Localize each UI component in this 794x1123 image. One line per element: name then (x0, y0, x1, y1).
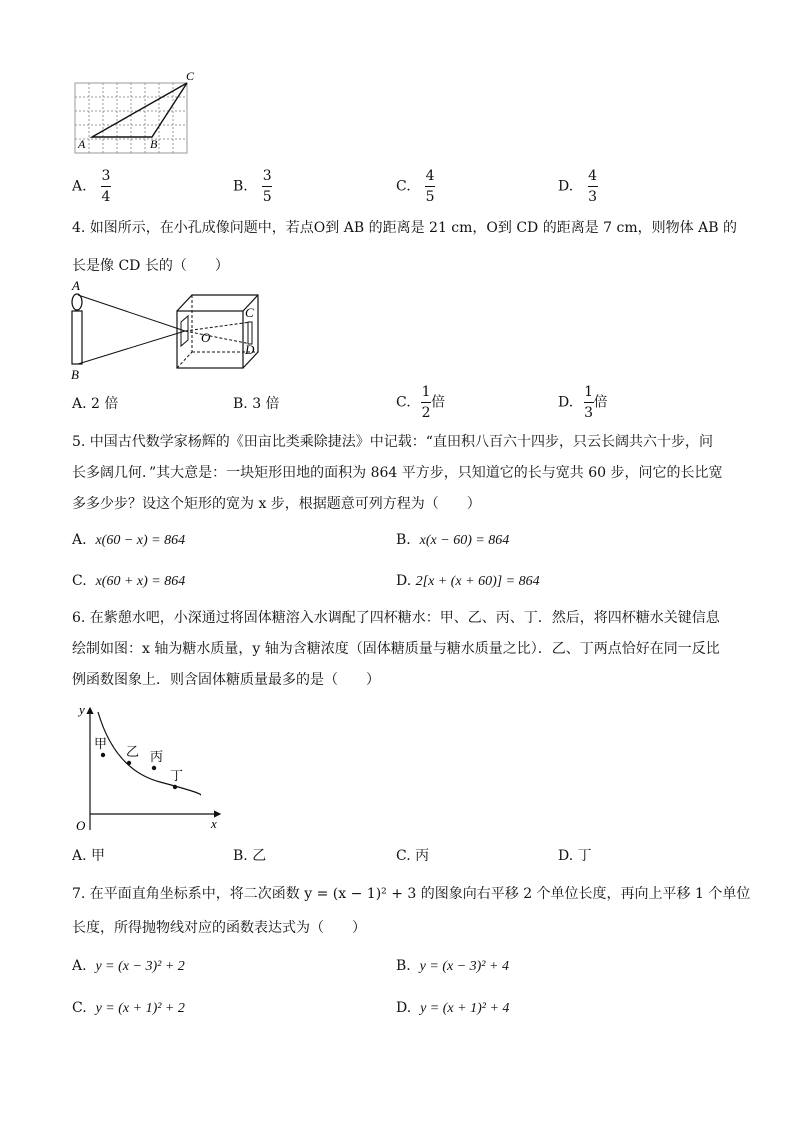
q7-option-c[interactable]: C. y = (x + 1)² + 2 (72, 1000, 185, 1016)
q6-stem-line2: 绘制如图：x 轴为糖水质量，y 轴为含糖浓度（固体糖质量与糖水质量之比）．乙、丁两点恰好在同一反比 (72, 641, 720, 657)
fraction: $\frac{3}{4}$ (101, 168, 111, 205)
q7-option-a[interactable]: A. y = (x − 3)² + 2 (72, 958, 185, 974)
q4-option-b[interactable]: B. 3 倍 (233, 396, 280, 412)
fraction: $\frac{1}{3}$ (584, 384, 594, 421)
q6-inverse-function-graph (70, 700, 230, 838)
label-a: A (78, 137, 86, 151)
q5-stem-line1: 5. 中国古代数学家杨辉的《田亩比类乘除捷法》中记载：“直田积八百六十四步，只云长阔共六十步，问 (72, 434, 713, 450)
q5-option-d[interactable]: D. 2[x + (x + 60)] = 864 (396, 573, 540, 589)
q7-option-d[interactable]: D. y = (x + 1)² + 4 (396, 1000, 510, 1016)
q7-option-b[interactable]: B. y = (x − 3)² + 4 (396, 958, 509, 974)
label-c: C (186, 69, 195, 83)
q5-option-a[interactable]: A. x(60 − x) = 864 (72, 532, 186, 548)
q4-pinhole-figure (68, 278, 268, 382)
origin-label: O (76, 818, 86, 833)
label-bing: 丙 (150, 749, 164, 764)
q4-option-c[interactable]: C. $\frac{1}{2}$ 倍 (396, 384, 446, 421)
point-yi (127, 761, 131, 765)
q3-option-b[interactable]: B. $\frac{3}{5}$ (233, 168, 272, 205)
q6-stem-line3: 例函数图象上．则含固体糖质量最多的是（ ） (72, 672, 380, 688)
label-b: B (71, 367, 79, 382)
q7-stem-line1: 7. 在平面直角坐标系中，将二次函数 y = (x − 1)² + 3 的图象向右平移 2 个单位长度，再向上平移 1 个单位 (72, 886, 751, 902)
label-b: B (150, 137, 158, 151)
q3-option-a[interactable]: A. $\frac{3}{4}$ (72, 168, 111, 205)
q5-stem-line3: 多多少步？设这个矩形的宽为 x 步，根据题意可列方程为（ ） (72, 496, 481, 512)
point-jia (101, 753, 105, 757)
q5-option-b[interactable]: B. x(x − 60) = 864 (396, 532, 510, 548)
q4-stem-line1: 4. 如图所示，在小孔成像问题中，若点O到 AB 的距离是 21 cm，O到 CD 的距离是 7 cm，则物体 AB 的 (72, 220, 737, 236)
y-axis-label: y (79, 702, 85, 717)
fraction: $\frac{4}{5}$ (425, 168, 435, 205)
q4-option-a[interactable]: A. 2 倍 (72, 396, 119, 412)
x-axis-label: x (211, 816, 217, 831)
label-c: C (245, 305, 254, 320)
q3-option-d[interactable]: D. $\frac{4}{3}$ (558, 168, 598, 205)
q3-grid-triangle-figure (70, 68, 200, 160)
point-ding (173, 785, 177, 789)
q6-option-d[interactable]: D. 丁 (558, 848, 592, 864)
q3-option-c[interactable]: C. $\frac{4}{5}$ (396, 168, 435, 205)
fraction: $\frac{4}{3}$ (588, 168, 598, 205)
point-bing (152, 766, 156, 770)
q5-option-c[interactable]: C. x(60 + x) = 864 (72, 573, 186, 589)
label-d: D (245, 342, 255, 357)
label-a: A (72, 278, 80, 293)
q7-stem-line2: 长度，所得抛物线对应的函数表达式为（ ） (72, 920, 366, 936)
q6-option-c[interactable]: C. 丙 (396, 848, 430, 864)
q6-option-b[interactable]: B. 乙 (233, 848, 267, 864)
q5-stem-line2: 长多阔几何．”其大意是：一块矩形田地的面积为 864 平方步，只知道它的长与宽共 60 步，问它的长比宽 (72, 465, 723, 481)
q4-stem-line2: 长是像 CD 长的（ ） (72, 258, 229, 274)
fraction: $\frac{1}{2}$ (421, 384, 431, 421)
label-yi: 乙 (126, 744, 140, 759)
q4-option-d[interactable]: D. $\frac{1}{3}$ 倍 (558, 384, 608, 421)
label-jia: 甲 (94, 736, 108, 751)
q6-stem-line1: 6. 在紫憩水吧，小深通过将固体糖溶入水调配了四杯糖水：甲、乙、丙、丁．然后，将四杯糖水关键信息 (72, 610, 720, 626)
q6-option-a[interactable]: A. 甲 (72, 848, 106, 864)
fraction: $\frac{3}{5}$ (262, 168, 272, 205)
label-ding: 丁 (170, 768, 184, 783)
label-o: O (201, 330, 211, 345)
